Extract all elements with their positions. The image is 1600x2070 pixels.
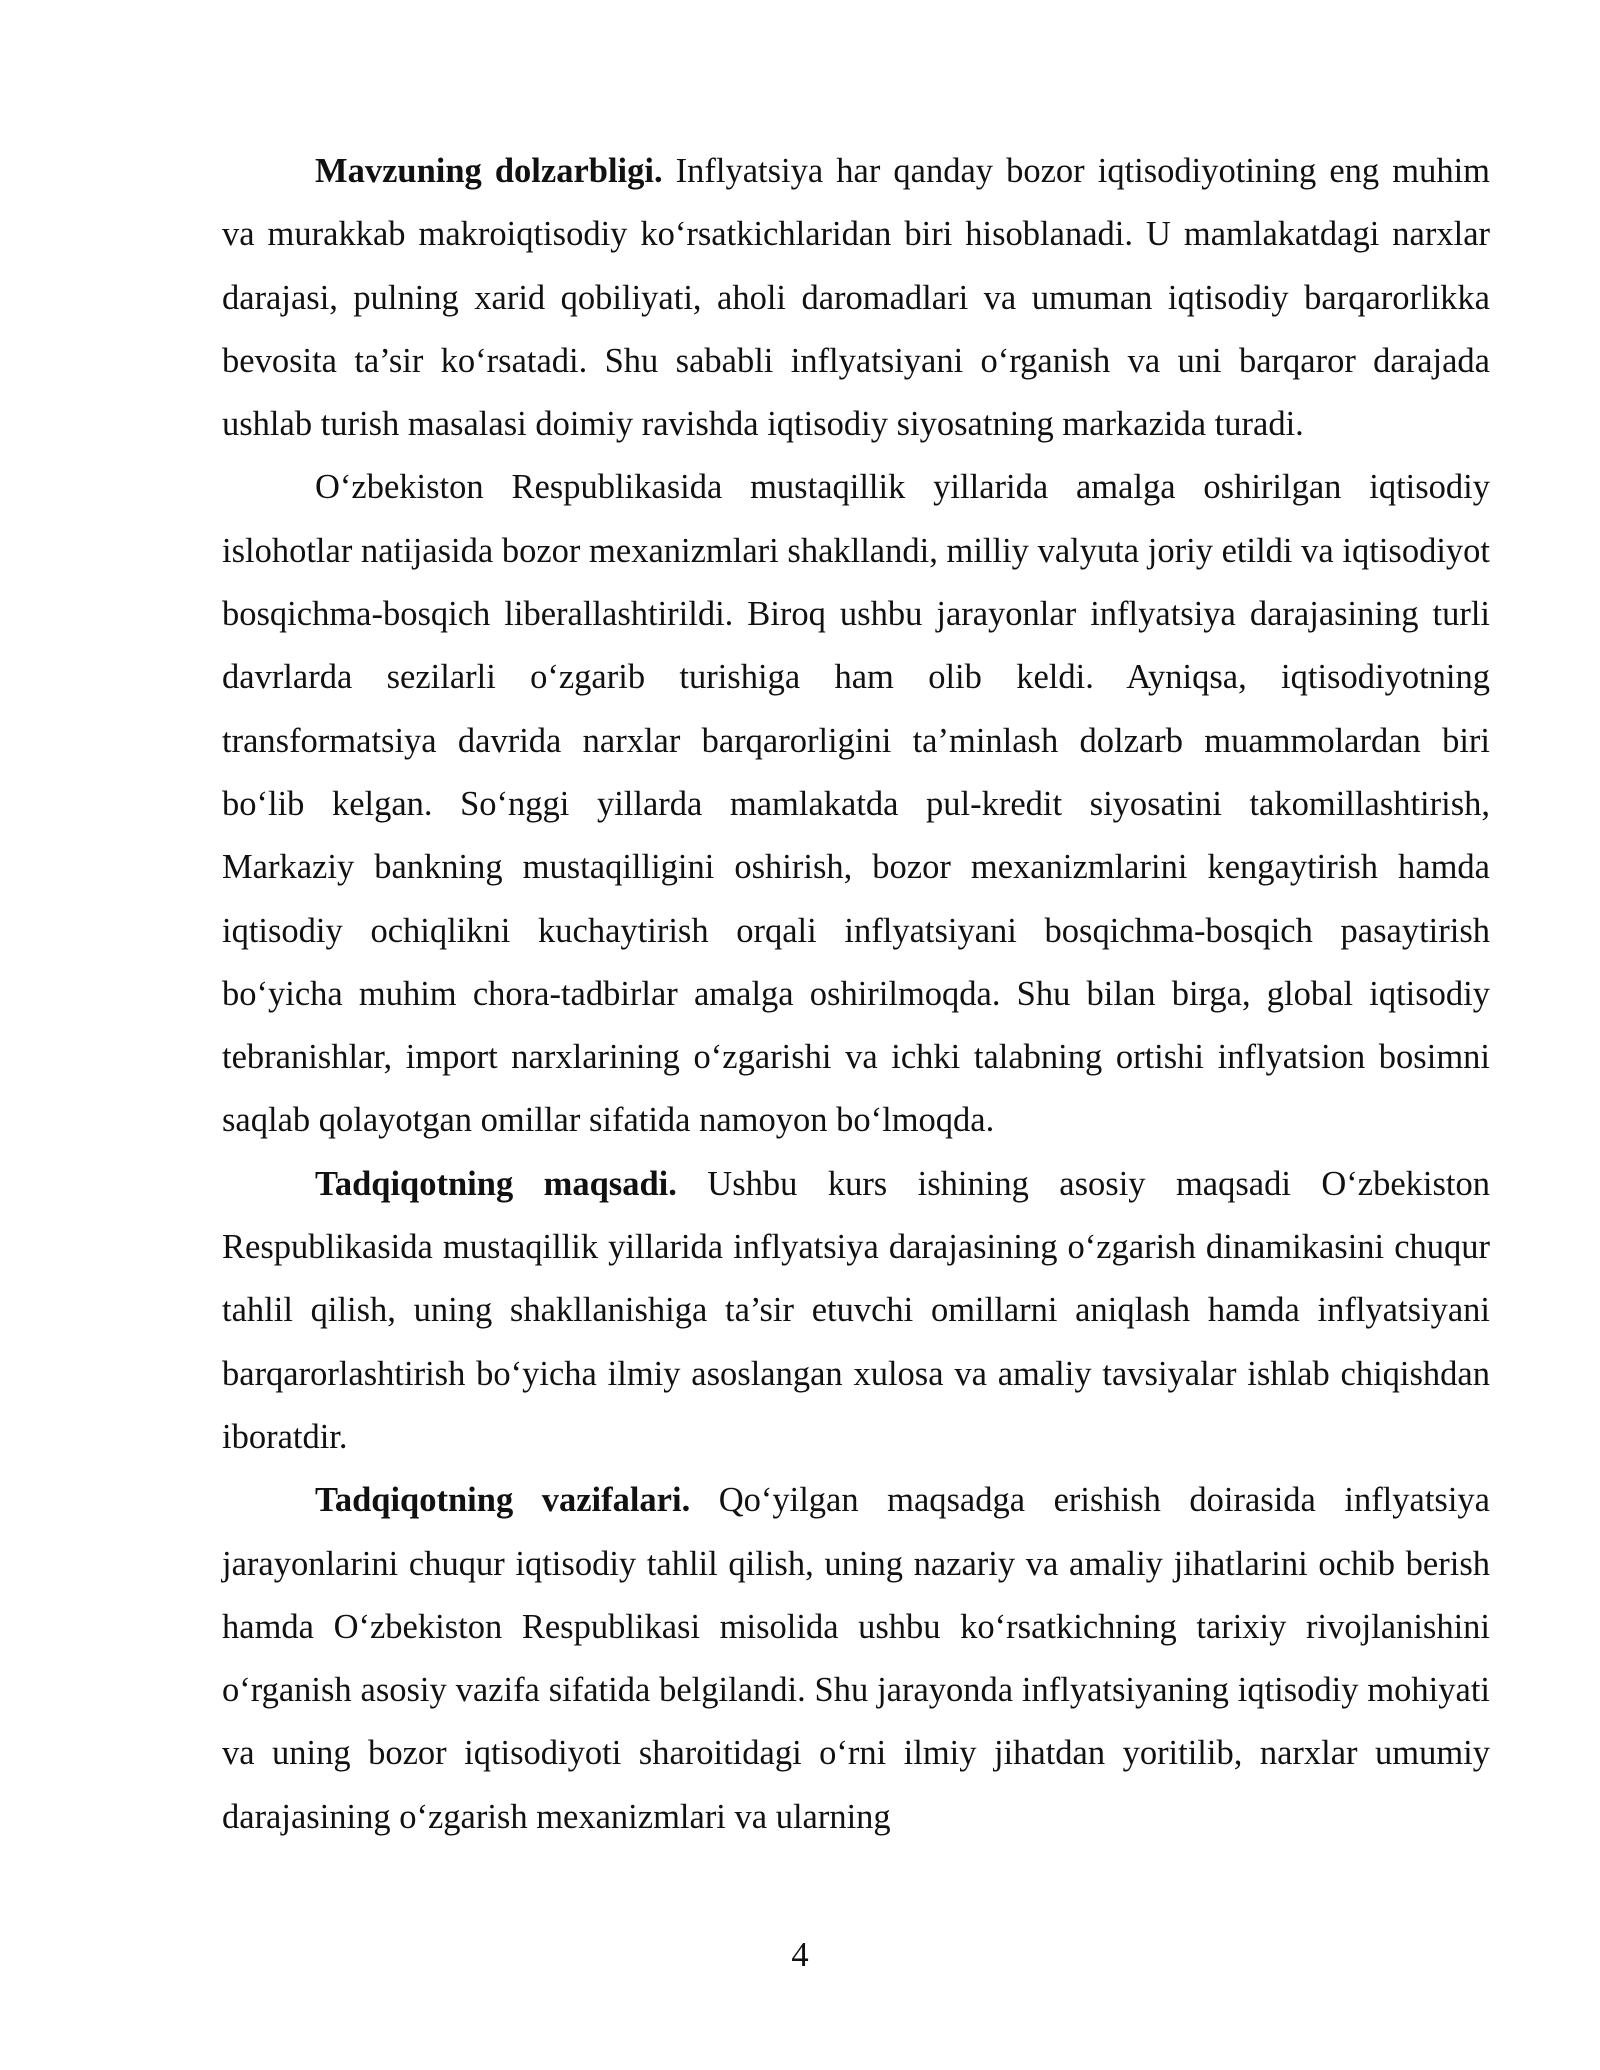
page-number: 4	[791, 1936, 809, 1974]
paragraph-heading: Tadqiqotning vazifalari.	[315, 1481, 691, 1520]
paragraph-text: Qo‘yilgan maqsadga erishish doirasida inflyatsiya jarayonlarini chuqur iqtisodiy tahlil qilish, uning nazariy va amaliy jihatlarini ochib berish hamda O‘zbekiston Respublikasi misolida ushbu ko‘rsatkichning tarixiy rivojlanishini o‘rganish asosiy vazifa sifatida belgilandi. Shu jarayonda inflyatsiyaning iqtisodiy mohiyati va uning bozor iqtisodiyoti sharoitidagi o‘rni ilmiy jihatdan yoritilib, narxlar umumiy darajasining o‘zgarish mexanizmlari va ularning	[222, 1481, 1490, 1836]
paragraph-text: Ushbu kurs ishining asosiy maqsadi O‘zbekiston Respublikasida mustaqillik yillarida inflyatsiya darajasining o‘zgarish dinamikasini chuqur tahlil qilish, uning shakllanishiga ta’sir etuvchi omillarni aniqlash hamda inflyatsiyani barqarorlashtirish bo‘yicha ilmiy asoslangan xulosa va amaliy tavsiyalar ishlab chiqishdan iboratdir.	[222, 1164, 1490, 1456]
paragraph-text: O‘zbekiston Respublikasida mustaqillik yillarida amalga oshirilgan iqtisodiy islohotlar natijasida bozor mexanizmlari shakllandi, milliy valyuta joriy etildi va iqtisodiyot bosqichma-bosqich liberallashtirildi. Biroq ushbu jarayonlar inflyatsiya darajasining turli davrlarda sezilarli o‘zgarib turishiga ham olib keldi. Ayniqsa, iqtisodiyotning transformatsiya davrida narxlar barqarorligini ta’minlash dolzarb muammolardan biri bo‘lib kelgan. So‘nggi yillarda mamlakatda pul-kredit siyosatini takomillashtirish, Markaziy bankning mustaqilligini oshirish, bozor mexanizmlarini kengaytirish hamda iqtisodiy ochiqlikni kuchaytirish orqali inflyatsiyani bosqichma-bosqich pasaytirish bo‘yicha muhim chora-tadbirlar amalga oshirilmoqda. Shu bilan birga, global iqtisodiy tebranishlar, import narxlarining o‘zgarishi va ichki talabning ortishi inflyatsion bosimni saqlab qolayotgan omillar sifatida namoyon bo‘lmoqda.	[222, 468, 1490, 1140]
document-body	[222, 140, 1490, 1849]
paragraph-heading: Tadqiqotning maqsadi.	[315, 1164, 677, 1203]
paragraph-goal	[222, 1153, 1490, 1469]
paragraph-tasks	[222, 1469, 1490, 1849]
paragraph-background	[222, 456, 1490, 1152]
paragraph-relevance	[222, 140, 1490, 456]
paragraph-text: Inflyatsiya har qanday bozor iqtisodiyotining eng muhim va murakkab makroiqtisodiy ko‘rsatkichlaridan biri hisoblanadi. U mamlakatdagi narxlar darajasi, pulning xarid qobiliyati, aholi daromadlari va umuman iqtisodiy barqarorlikka bevosita ta’sir ko‘rsatadi. Shu sababli inflyatsiyani o‘rganish va uni barqaror darajada ushlab turish masalasi doimiy ravishda iqtisodiy siyosatning markazida turadi.	[222, 152, 1490, 444]
paragraph-heading: Mavzuning dolzarbligi.	[315, 152, 663, 190]
